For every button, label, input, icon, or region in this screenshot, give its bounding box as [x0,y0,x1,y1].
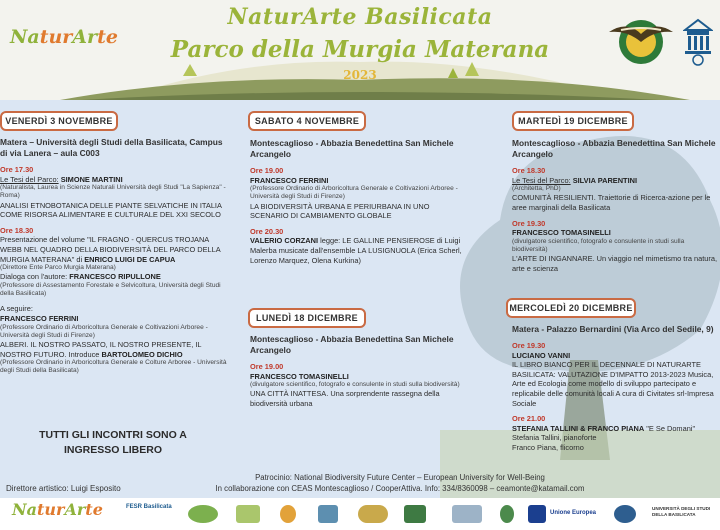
event-time: Ore 18.30 [512,166,546,175]
eu-flag-icon [528,505,546,523]
event-block-venerdi [0,137,230,376]
talk-affiliation: (divulgatore scientifico, fotografo e consulente in studi sulla biodiversità) [512,237,685,253]
talk-text: IL LIBRO BIANCO PER IL DECENNALE DI NATURARTE BASILICATA: VALUTAZIONE D'IMPATTO 2013-2023 Musica, Arte ed Ecologia come modello di sviluppo partecipato e replicabile delle comunità locali A cura di Civitates srl-Impresa Sociale [512,360,714,408]
talk-dialog-name: FRANCESCO RIPULLONE [69,272,161,282]
event-time: Ore 21.00 [512,414,546,424]
footer-info [140,472,660,494]
title-line1: NaturArte Basilicata [227,4,493,30]
unesco-logo [683,16,713,66]
talk-speaker: FRANCESCO FERRINI [250,175,329,185]
talk-performer: Stefania Tallini, pianoforte [512,433,597,443]
park-logo [607,12,675,70]
sponsor-fesr-logo: FESR Basilicata [126,504,172,510]
talk-title: L'ARTE DI INGANNARE. Un viaggio nel mimetismo tra natura, arte e scienza [512,254,717,273]
sponsor-logo [236,505,260,523]
naturarte-logo: NaturArte [10,26,118,48]
talk-speaker: FRANCESCO FERRINI [0,313,79,323]
talk-speaker: FRANCESCO TOMASINELLI [250,371,349,381]
talk-speaker: SILVIA PARENTINI [572,175,638,185]
talk-affiliation: (Professore Ordinario in Arboricoltura Generale e Colture Arboree - Università degli Studi della Basilicata) [0,359,227,375]
talk-title: LA BIODIVERSITÀ URBANA E PERIURBANA IN UNO SCENARIO DI CAMBIAMENTO GLOBALE [250,201,430,221]
talk-author: ENRICO LUIGI DE CAPUA [84,254,176,264]
talk-performer: Franco Piana, flicorno [512,442,584,452]
event-time: Ore 19.30 [512,218,546,228]
event-time: Ore 20.30 [250,226,284,236]
date-pill-martedi: MARTEDÌ 19 DICEMBRE [512,111,634,131]
talk-label: Le Tesi del Parco: [0,174,59,184]
event-time: Ore 19.00 [250,166,284,175]
date-pill-venerdi: VENERDÌ 3 NOVEMBRE [0,111,118,131]
sponsor-logo [452,505,482,523]
event-location: Matera - Palazzo Bernardini (Via Arco del Sedile, 9) [512,324,714,334]
event-location: Montescaglioso - Abbazia Benedettina San Michele Arcangelo [250,138,454,159]
sponsor-unibas-label: UNIVERSITÀ DEGLI STUDI DELLA BASILICATA [652,506,711,517]
talk-title: ALBERI. IL NOSTRO PASSATO, IL NOSTRO PRESENTE, IL NOSTRO FUTURO. Introduce [0,339,202,359]
event-time: Ore 19.00 [250,362,284,371]
free-entry-note: TUTTI GLI INCONTRI SONO A INGRESSO LIBERO [39,429,187,456]
talk-speaker: FRANCESCO TOMASINELLI [512,228,611,238]
artistic-director: Direttore artistico: Luigi Esposito [6,484,121,493]
talk-text: Presentazione del volume "IL FRAGNO - QUERCUS TROJANA WEBB NEL QUADRO DELLA BIODIVERSITÀ DEL PARCO DELLA MURGIA MATERANA" di [0,235,221,264]
talk-affiliation: (divulgatore scientifico, fotografo e consulente in studi sulla biodiversità) [250,381,460,389]
talk-affiliation: (Professore Ordinario di Arboricoltura Generale e Coltivazioni Arboree - Università degli Studi di Firenze) [0,323,208,339]
event-time: Ore 17.30 [0,165,34,174]
talk-affiliation: (Professore Ordinario di Arboricoltura Generale e Coltivazioni Arboree - Università degli Studi di Firenze) [250,185,458,201]
event-time: Ore 19.30 [512,341,546,350]
talk-speaker: SIMONE MARTINI [60,174,123,184]
patronage-text: Patrocinio: National Biodiversity Future Center – European University for Well-Being [255,473,545,482]
talk-speaker: VALERIO CORZANI [250,236,319,246]
sponsor-naturarte-logo: NaturArte [12,500,103,519]
sponsor-logo [188,505,218,523]
talk-label: Le Tesi del Parco: [512,175,571,185]
date-pill-mercoledi: MERCOLEDÌ 20 DICEMBRE [506,298,636,318]
talk-affiliation: (Professore di Assestamento Forestale e Selvicoltura, Università degli Studi della Basilicata) [0,281,221,298]
event-block-martedi [512,138,720,273]
sponsor-eu-label: Unione Europea [550,510,597,516]
talk-title: UNA CITTÀ INATTESA. Una sorprendente rassegna della biodiversità urbana [250,389,440,408]
sponsor-logo [614,505,636,523]
sponsor-logo [500,505,514,523]
event-location: Matera – Università degli Studi della Basilicata, Campus di via Lanera – aula C003 [0,137,223,158]
sponsor-logo [280,505,296,523]
event-block-lunedi [250,334,468,409]
talk-title: COMUNITÀ RESILIENTI. Traiettorie di Ricerca-azione per le aree marginali della Basilicata [512,193,711,212]
talk-introducer: BARTOLOMEO DICHIO [101,349,183,359]
talk-text: legge: LE GALLINE PENSIEROSE di Luigi Malerba musicate dall'ensemble LA LUSIGNUOLA (Erica Scherl, Lorenzo Marquez, Olena Kurkina) [250,236,462,265]
sponsor-logo [318,505,338,523]
talk-affiliation: (Direttore Ente Parco Murgia Materana) [0,264,116,272]
event-location: Montescaglioso - Abbazia Benedettina San Michele Arcangelo [250,334,454,355]
talk-dialog: Dialoga con l'autore: [0,272,68,282]
event-block-mercoledi [512,324,720,453]
collaboration-text: In collaborazione con CEAS Montescaglioso / CooperAttiva. Info: 334/8360098 – ceamonte@katamail.com [215,484,585,493]
event-block-sabato [250,138,468,265]
event-location: Montescaglioso - Abbazia Benedettina San Michele Arcangelo [512,138,716,159]
talk-speaker: LUCIANO VANNI [512,350,571,360]
title-year: 2023 [343,68,377,82]
talk-affiliation: (Naturalista, Laurea in Scienze Naturali Università degli Studi "La Sapienza" - Roma) [0,184,226,200]
sponsor-logo [404,505,426,523]
talk-quote: "E Se Domani" [646,423,696,433]
date-pill-sabato: SABATO 4 NOVEMBRE [248,111,366,131]
header [0,0,720,100]
sponsor-logo [358,505,388,523]
follow-label: A seguire: [0,304,33,314]
talk-title: ANALISI ETNOBOTANICA DELLE PIANTE SELVATICHE IN ITALIA COME RISORSA ALIMENTARE E CULTURALE DEL XXI SECOLO [0,200,222,220]
date-pill-lunedi: LUNEDÌ 18 DICEMBRE [248,308,366,328]
talk-affiliation: (Architetta, PhD) [512,185,561,193]
talk-speaker: STEFANIA TALLINI & FRANCO PIANA [512,423,645,433]
title-line2: Parco della Murgia Materana [170,36,550,63]
event-time: Ore 18.30 [0,225,34,235]
